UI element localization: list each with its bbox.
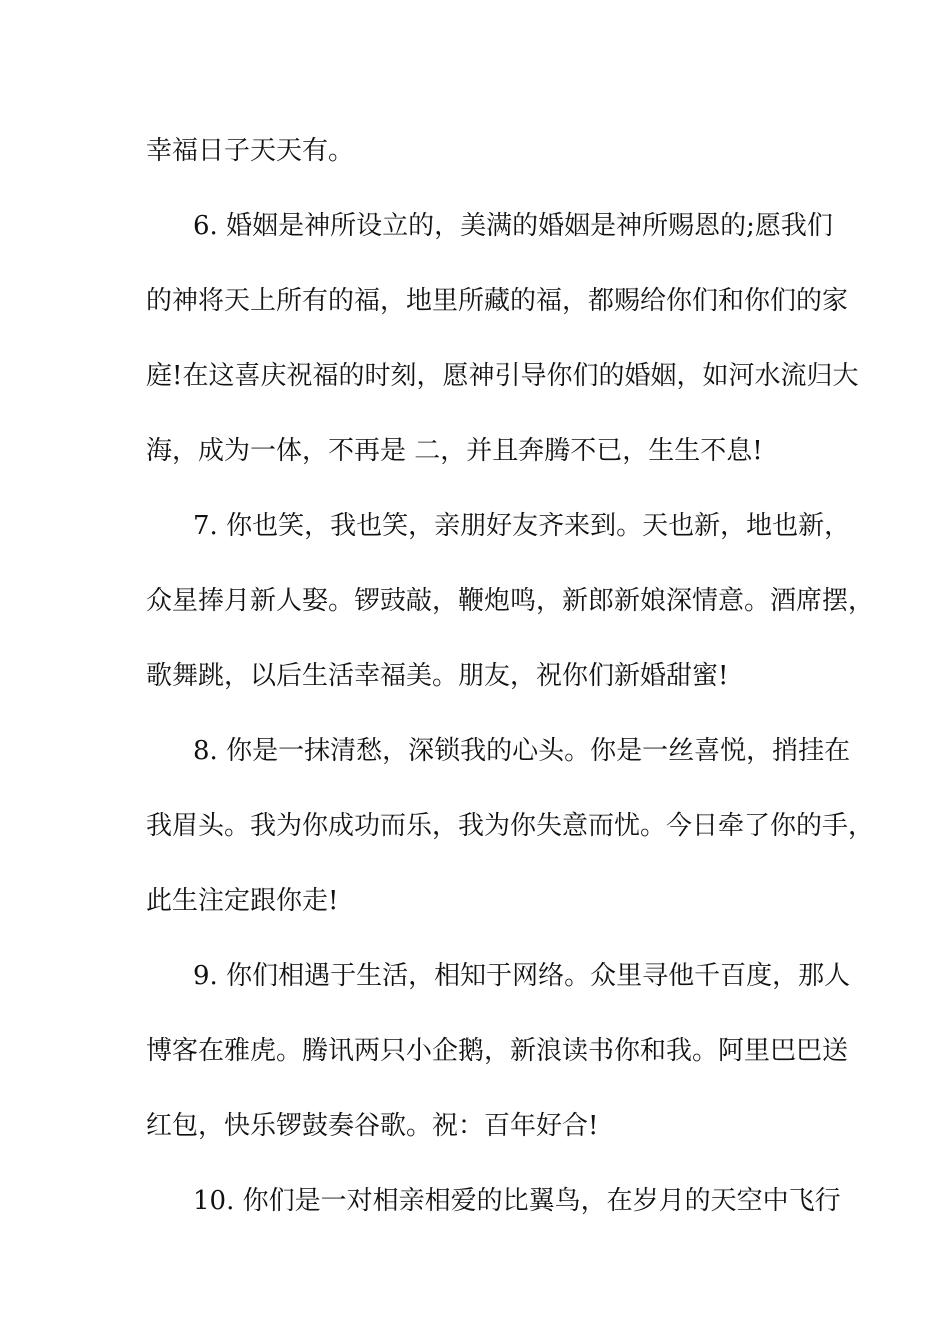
paragraph-7-line-3: 歌舞跳，以后生活幸福美。朋友，祝你们新婚甜蜜!	[146, 661, 729, 691]
paragraph-7-line-1: 7. 你也笑，我也笑，亲朋好友齐来到。天也新，地也新，	[193, 511, 851, 541]
paragraph-6-line-4: 海，成为一体，不再是 二，并且奔腾不已，生生不息!	[146, 436, 763, 466]
paragraph-7-line-2: 众星捧月新人娶。锣豉敲，鞭炮鸣，新郎新娘深情意。酒席摆，	[146, 586, 875, 616]
paragraph-8-line-3: 此生注定跟你走!	[146, 886, 339, 916]
paragraph-9-line-3: 红包，快乐锣鼓奏谷歌。祝：百年好合!	[146, 1111, 599, 1141]
paragraph-8-line-2: 我眉头。我为你成功而乐，我为你失意而忧。今日牵了你的手，	[146, 811, 875, 841]
text-line: 幸福日子天天有。	[146, 136, 355, 166]
paragraph-9-line-2: 博客在雅虎。腾讯两只小企鹅，新浪读书你和我。阿里巴巴送	[146, 1036, 849, 1066]
paragraph-6-line-2: 的神将天上所有的福，地里所藏的福，都赐给你们和你们的家	[146, 286, 849, 316]
paragraph-6-line-1: 6. 婚姻是神所设立的，美满的婚姻是神所赐恩的;愿我们	[193, 211, 833, 241]
paragraph-6-line-3: 庭!在这喜庆祝福的时刻，愿神引导你们的婚姻，如河水流归大	[146, 361, 859, 391]
paragraph-8-line-1: 8. 你是一抹清愁，深锁我的心头。你是一丝喜悦，捎挂在	[193, 736, 851, 766]
paragraph-9-line-1: 9. 你们相遇于生活，相知于网络。众里寻他千百度，那人	[193, 961, 851, 991]
paragraph-10-line-1: 10. 你们是一对相亲相爱的比翼鸟，在岁月的天空中飞行	[193, 1186, 841, 1216]
